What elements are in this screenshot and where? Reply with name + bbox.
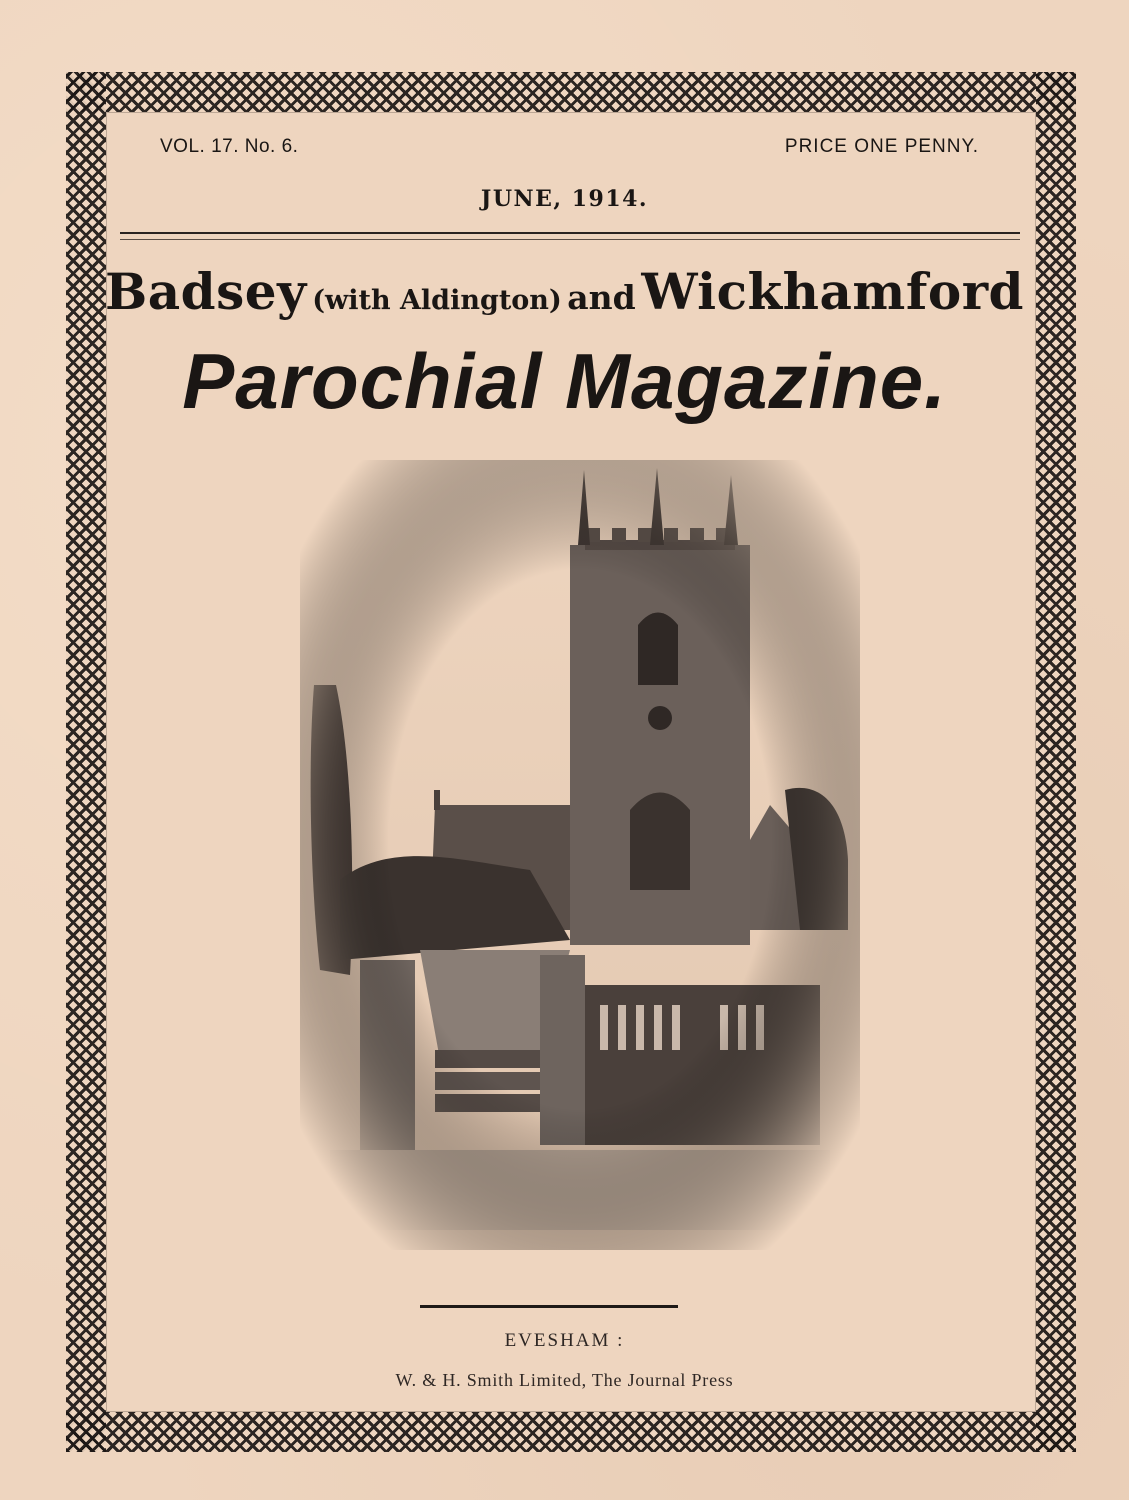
masthead-and: and [567,278,636,317]
footer-divider [420,1305,678,1308]
masthead-aldington: (with Aldington) [312,285,562,316]
masthead-line-1 [0,262,1129,321]
church-photograph [300,460,860,1250]
masthead-wickhamford: Wickhamford [641,262,1025,321]
header-divider [120,232,1020,234]
masthead-badsey: Badsey [104,262,307,321]
header-divider-thin [120,239,1020,240]
ornamental-border-top [66,72,1076,112]
masthead-line-2: Parochial Magazine. [182,337,947,425]
publication-place: EVESHAM : [504,1330,625,1351]
price-label: PRICE ONE PENNY. [784,136,979,157]
printer-imprint: W. & H. Smith Limited, The Journal Press [395,1370,734,1390]
issue-date: JUNE, 1914. [480,186,649,212]
ornamental-border-bottom [66,1412,1076,1452]
volume-number: VOL. 17. No. 6. [160,136,299,157]
